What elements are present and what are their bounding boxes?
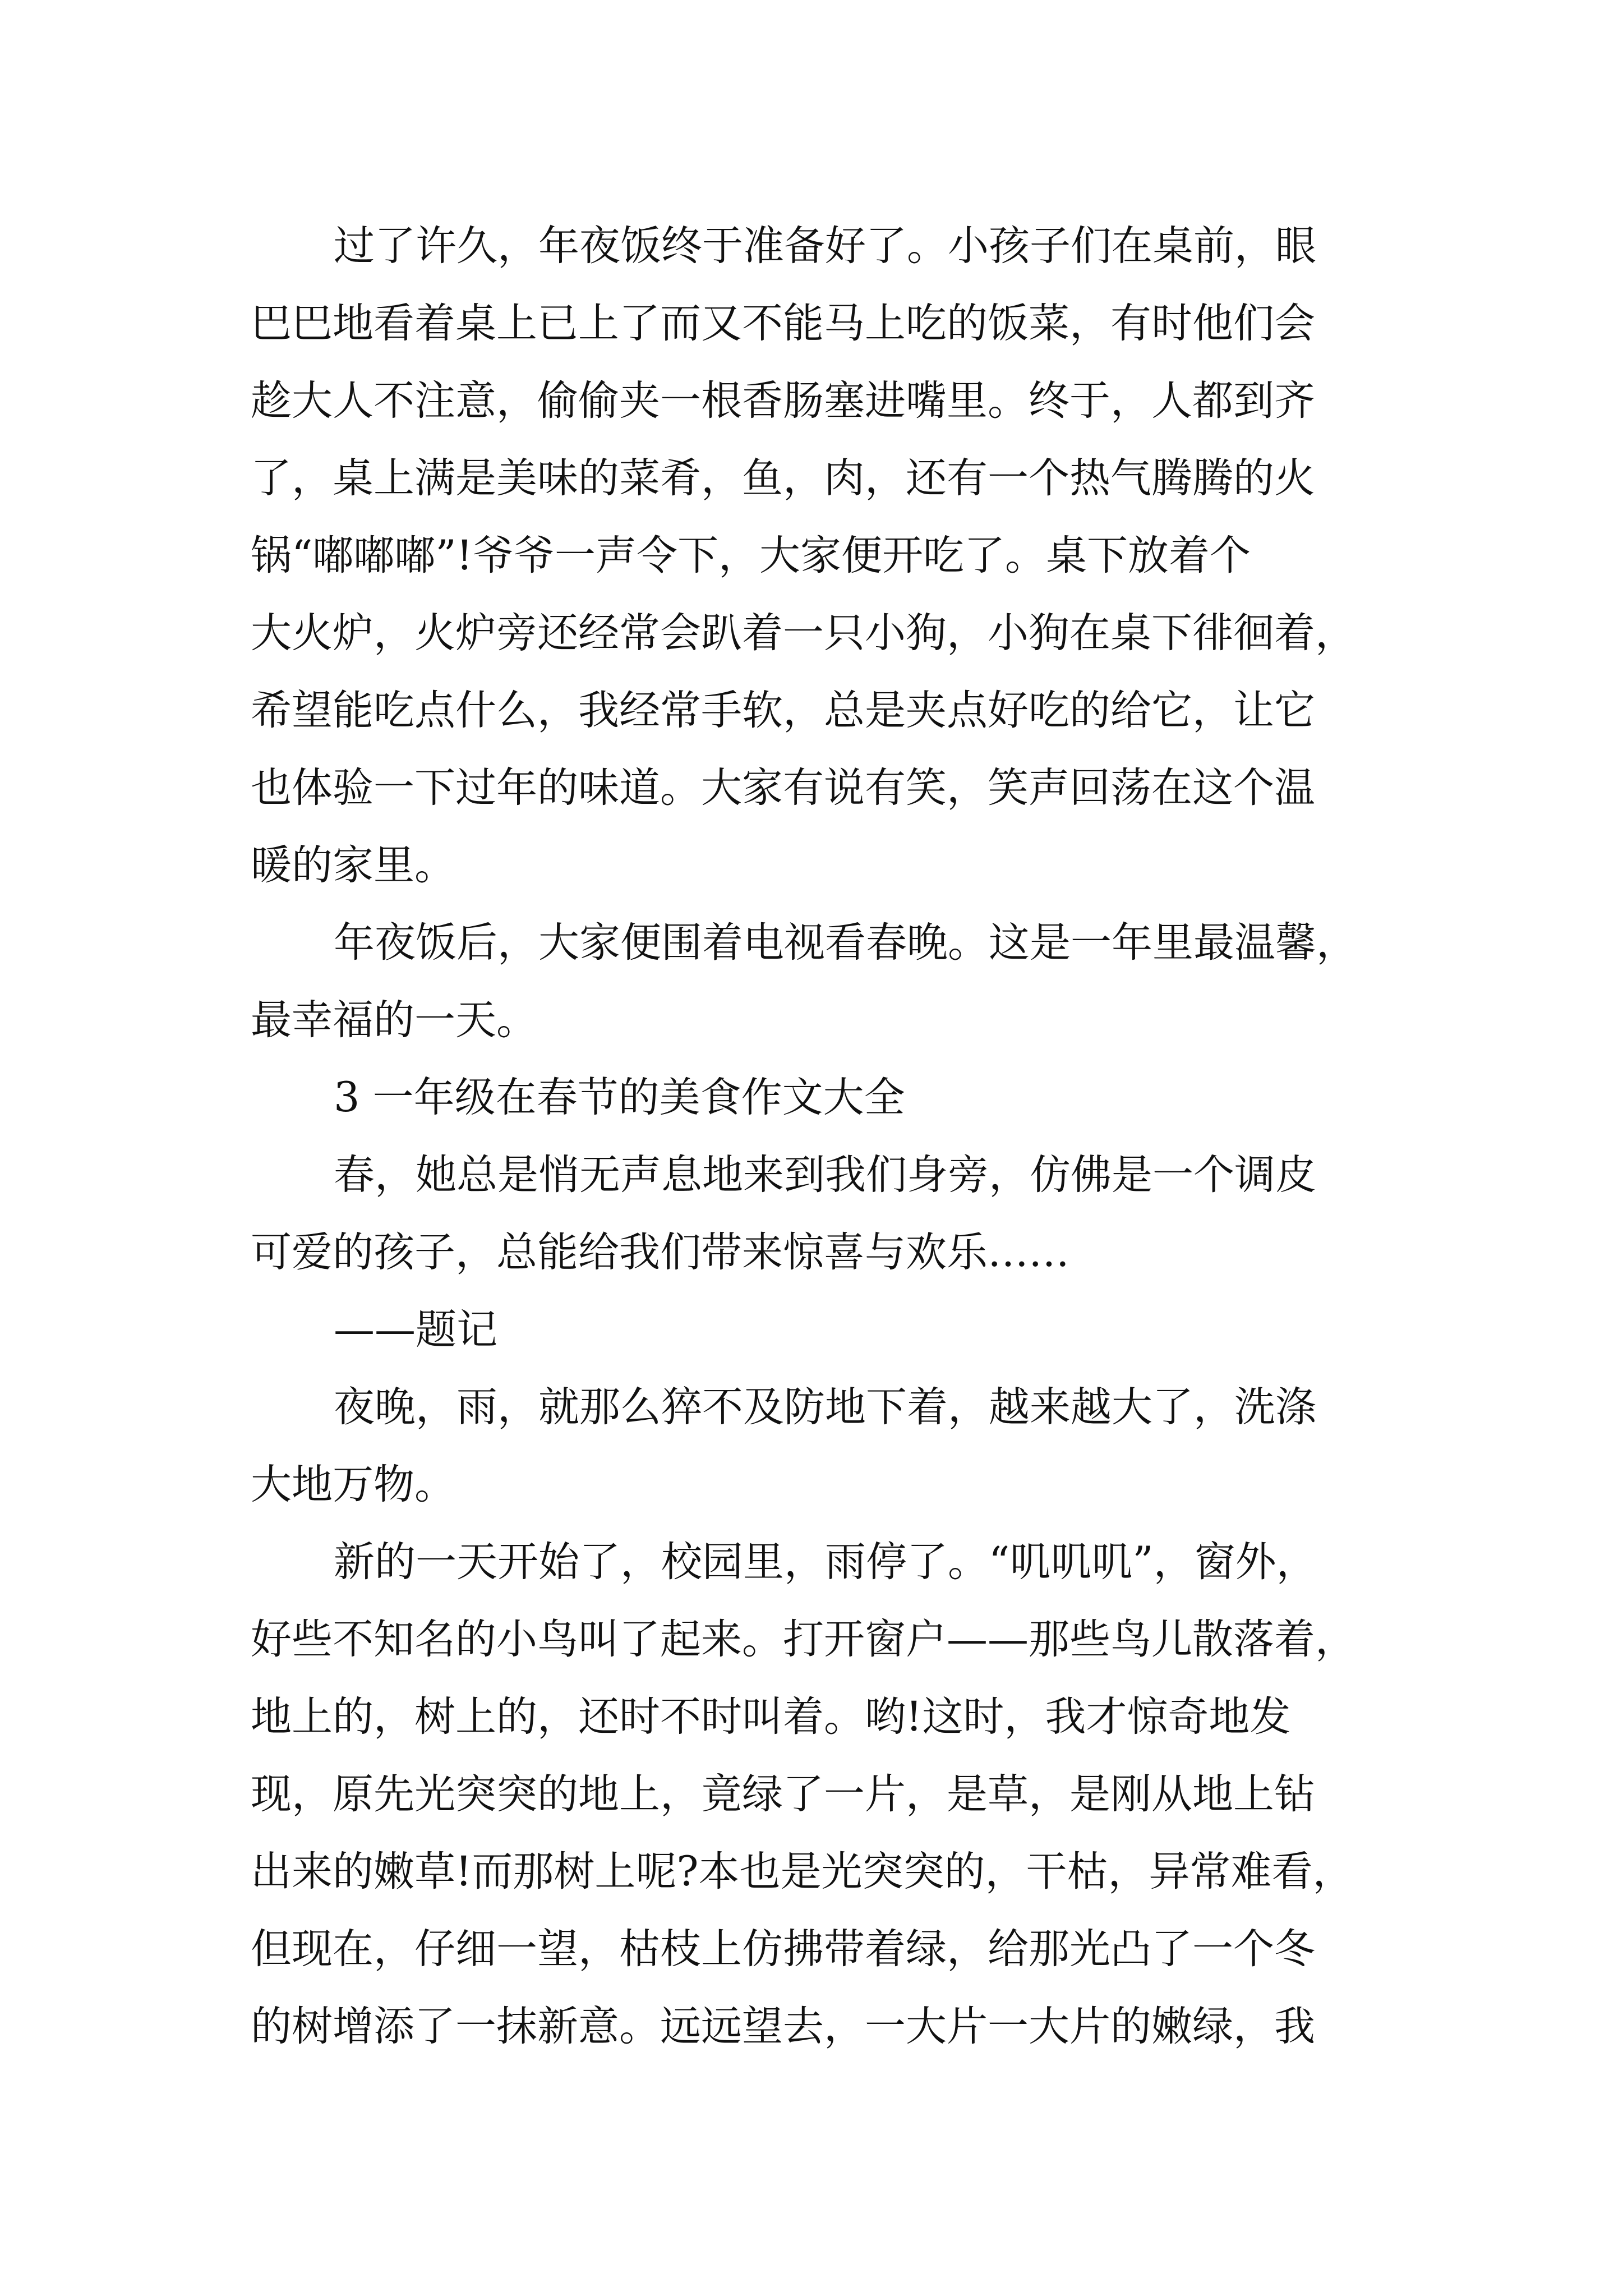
text-line: 锅“嘟嘟嘟”!爷爷一声令下，大家便开吃了。桌下放着个 bbox=[251, 532, 1251, 579]
text-line: 暖的家里。 bbox=[251, 841, 455, 889]
text-line: 地上的，树上的，还时不时叫着。哟!这时，我才惊奇地发 bbox=[251, 1693, 1291, 1741]
paragraph bbox=[251, 1524, 1378, 2065]
text-line: 大火炉，火炉旁还经常会趴着一只小狗，小狗在桌下徘徊着， bbox=[251, 609, 1356, 657]
text-line: 可爱的孩子，总能给我们带来惊喜与欢乐…… bbox=[251, 1228, 1069, 1276]
text-line: 希望能吃点什么，我经常手软，总是夹点好吃的给它，让它 bbox=[251, 687, 1315, 734]
paragraph bbox=[251, 208, 1378, 904]
text-line: 最幸福的一天。 bbox=[251, 996, 537, 1044]
text-line: 3 一年级在春节的美食作文大全 bbox=[334, 1074, 905, 1121]
text-line: 出来的嫩草!而那树上呢?本也是光突突的，干枯，异常难看， bbox=[251, 1848, 1354, 1895]
text-line: ——题记 bbox=[334, 1306, 497, 1354]
text-line: 现，原先光突突的地上，竟绿了一片，是草，是刚从地上钻 bbox=[251, 1770, 1315, 1818]
text-line: 新的一天开始了，校园里，雨停了。“叽叽叽”，窗外， bbox=[334, 1538, 1317, 1586]
text-line: 年夜饭后，大家便围着电视看春晚。这是一年里最温馨， bbox=[334, 919, 1357, 967]
paragraph bbox=[251, 1137, 1378, 1291]
text-line: 了，桌上满是美味的菜肴，鱼，肉，还有一个热气腾腾的火 bbox=[251, 454, 1315, 502]
text-line: 巴巴地看着桌上已上了而又不能马上吃的饭菜，有时他们会 bbox=[251, 300, 1315, 347]
paragraph bbox=[251, 1059, 1378, 1137]
paragraph bbox=[251, 904, 1378, 1059]
text-line: 也体验一下过年的味道。大家有说有笑，笑声回荡在这个温 bbox=[251, 764, 1315, 812]
text-line: 夜晚，雨，就那么猝不及防地下着，越来越大了，洗涤 bbox=[334, 1383, 1316, 1431]
text-line: 春，她总是悄无声息地来到我们身旁，仿佛是一个调皮 bbox=[334, 1151, 1316, 1199]
text-line: 大地万物。 bbox=[251, 1461, 455, 1508]
text-line: 的树增添了一抹新意。远远望去，一大片一大片的嫩绿，我 bbox=[251, 2003, 1315, 2050]
text-line: 但现在，仔细一望，枯枝上仿拂带着绿，给那光凸了一个冬 bbox=[251, 1925, 1315, 1973]
text-line: 趁大人不注意，偷偷夹一根香肠塞进嘴里。终于，人都到齐 bbox=[251, 377, 1315, 425]
paragraph bbox=[251, 1291, 1378, 1369]
paragraph bbox=[251, 1369, 1378, 1524]
text-line: 好些不知名的小鸟叫了起来。打开窗户——那些鸟儿散落着， bbox=[251, 1616, 1356, 1663]
text-line: 过了许久，年夜饭终于准备好了。小孩子们在桌前，眼 bbox=[334, 222, 1316, 270]
document-body bbox=[251, 208, 1378, 2065]
